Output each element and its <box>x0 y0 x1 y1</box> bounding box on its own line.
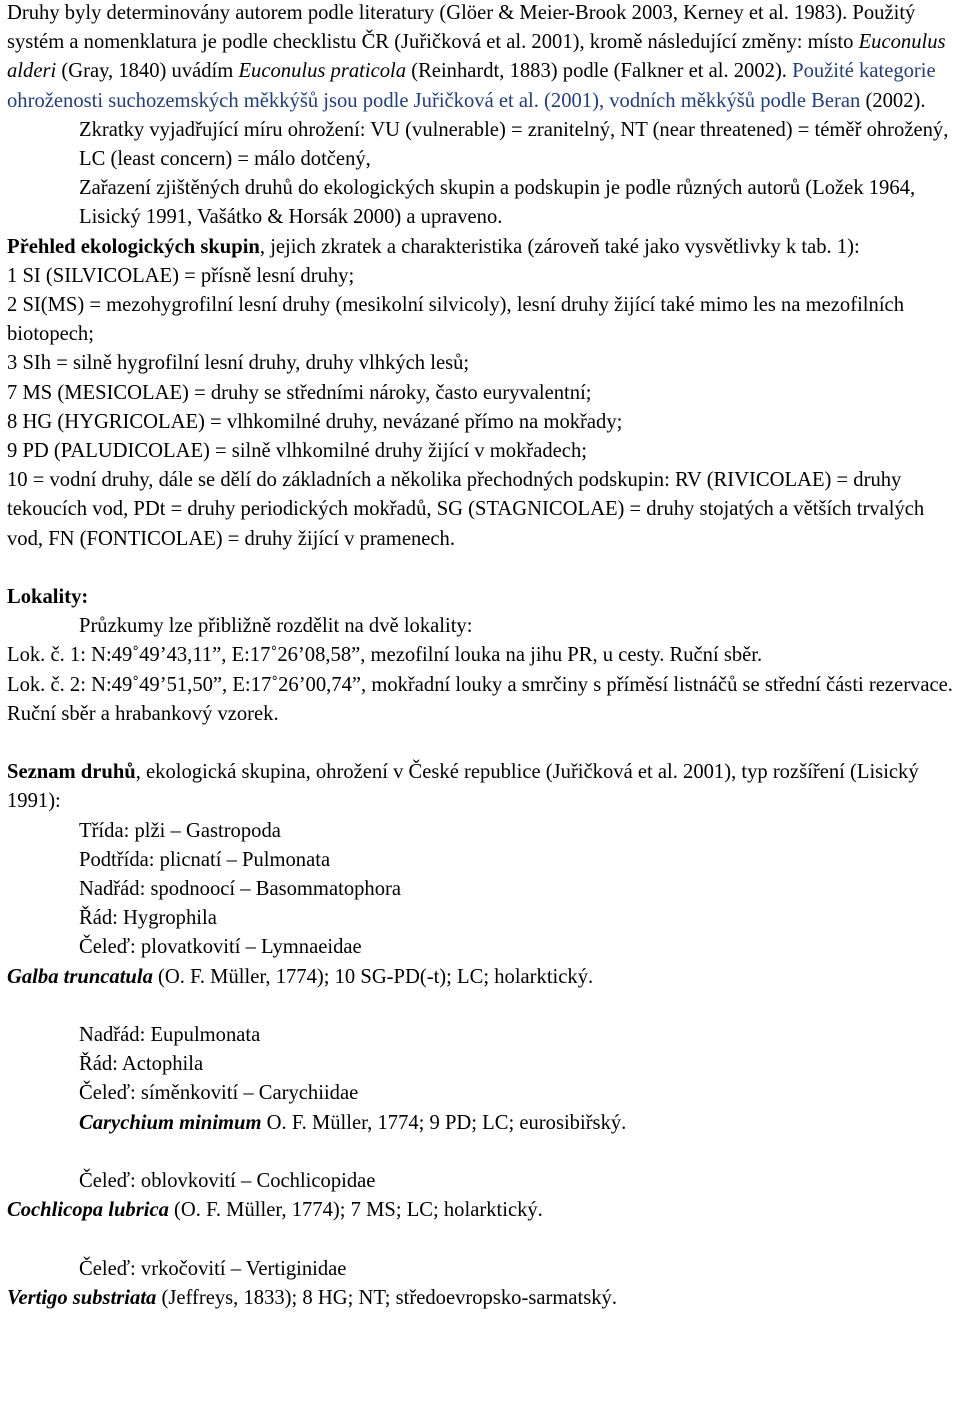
species-name: Carychium minimum <box>79 1111 262 1134</box>
species-entry <box>7 1109 957 1138</box>
species-name: Cochlicopa lubrica <box>7 1199 169 1222</box>
species-details: O. F. Müller, 1774; 9 PD; LC; eurosibiřský. <box>261 1111 627 1134</box>
species-list-heading-rest: , ekologická skupina, ohrožení v České republice (Juřičková et al. 2001), typ rozšíření (Lisický 1991): <box>7 761 919 813</box>
ecological-group-item: 8 HG (HYGRICOLAE) = vlhkomilné druhy, nevázané přímo na mokřady; <box>7 410 623 433</box>
intro-text-a: Druhy byly determinovány autorem podle literatury (Glöer & Meier-Brook 2003, Kerney et al. 1983). Použitý systém a nomenklatura je podle checklistu ČR (Juřičková et al. 2001), kromě následující změny: místo <box>7 2 916 54</box>
ecological-group-item: 7 MS (MESICOLAE) = druhy se středními nároky, často euryvalentní; <box>7 381 592 404</box>
species-entry <box>7 963 957 992</box>
ecological-groups-heading-rest: , jejich zkratek a charakteristika (zároveň také jako vysvětlivky k tab. 1): <box>259 235 860 258</box>
intro-text-b: (Gray, 1840) uvádím <box>56 60 239 83</box>
taxon-order: Řád: Hygrophila <box>79 907 217 930</box>
spacer <box>7 1225 957 1254</box>
ecological-groups-heading: Přehled ekologických skupin <box>7 235 260 258</box>
taxon-euconulus-praticola: Euconulus praticola <box>238 60 407 83</box>
locality-2: Lok. č. 2: N:49˚49’51,50”, E:17˚26’00,74”, mokřadní louky a smrčiny s příměsí listnáčů se střední části rezervace. Ruční sběr a hrabankový vzorek. <box>7 673 953 725</box>
spacer <box>7 729 957 758</box>
localities-heading: Lokality: <box>7 586 89 609</box>
species-name: Galba truncatula <box>7 965 153 988</box>
ecological-classification-paragraph: Zařazení zjištěných druhů do ekologických skupin a podskupin je podle různých autorů (Ložek 1964, Lisický 1991, Vašátko & Horsák 2000) a upraveno. <box>79 177 916 229</box>
intro-paragraph-1 <box>7 0 957 116</box>
ecological-group-item: 2 SI(MS) = mezohygrofilní lesní druhy (mesikolní silvicoly), lesní druhy žijící také mimo les na mezofilních biotopech; <box>7 294 904 346</box>
text-column <box>7 0 957 1313</box>
ecological-groups-heading-line <box>7 233 957 262</box>
taxon-family: Čeleď: oblovkovití – Cochlicopidae <box>79 1170 376 1193</box>
taxon-order: Řád: Actophila <box>79 1053 204 1076</box>
taxon-superorder: Nadřád: Eupulmonata <box>79 1024 261 1047</box>
species-list-heading-line <box>7 758 957 816</box>
intro-text-c: (Reinhardt, 1883) podle (Falkner et al. 2002). <box>406 60 793 83</box>
species-entry <box>7 1196 957 1225</box>
species-entry <box>7 1284 957 1313</box>
taxon-family: Čeleď: vrkočovití – Vertiginidae <box>79 1257 347 1280</box>
ecological-group-item: 10 = vodní druhy, dále se dělí do základních a několika přechodných podskupin: RV (RIVICOLAE) = druhy tekoucích vod, PDt = druhy periodických mokřadů, SG (STAGNICOLAE) = druhy stojatých a větších trvalých vod, FN (FONTICOLAE) = druhy žijící v pramenech. <box>7 469 925 550</box>
ecological-group-item: 9 PD (PALUDICOLAE) = silně vlhkomilné druhy žijící v mokřadech; <box>7 440 587 463</box>
spacer <box>7 554 957 583</box>
taxon-class: Třída: plži – Gastropoda <box>79 819 281 842</box>
species-details: (Jeffreys, 1833); 8 HG; NT; středoevropsko-sarmatský. <box>156 1286 617 1309</box>
threat-categories-sentence: Použité kategorie ohroženosti suchozemských měkkýšů jsou podle Juřičková et al. (2001), vodních měkkýšů podle Beran <box>7 60 936 112</box>
ecological-group-item: 3 SIh = silně hygrofilní lesní druhy, druhy vlhkých lesů; <box>7 352 470 375</box>
spacer <box>7 1138 957 1167</box>
threat-abbreviations-paragraph: Zkratky vyjadřující míru ohrožení: VU (vulnerable) = zranitelný, NT (near threatened) = téměř ohrožený, LC (least concern) = málo dotčený, <box>79 118 949 171</box>
taxon-superorder: Nadřád: spodnoocí – Basommatophora <box>79 878 401 901</box>
species-name: Vertigo substriata <box>7 1286 157 1309</box>
taxon-subclass: Podtřída: plicnatí – Pulmonata <box>79 848 331 871</box>
taxon-family: Čeleď: plovatkovití – Lymnaeidae <box>79 936 362 959</box>
taxon-euconulus-alderi: Euconulus alderi <box>7 31 946 83</box>
species-list-heading: Seznam druhů <box>7 761 136 784</box>
intro-text-end: (2002). <box>860 89 926 112</box>
species-details: (O. F. Müller, 1774); 7 MS; LC; holarktický. <box>168 1199 543 1222</box>
locality-1: Lok. č. 1: N:49˚49’43,11”, E:17˚26’08,58”, mezofilní louka na jihu PR, u cesty. Ruční sběr. <box>7 644 763 667</box>
localities-intro: Průzkumy lze přibližně rozdělit na dvě lokality: <box>79 615 473 638</box>
spacer <box>7 992 957 1021</box>
ecological-group-item: 1 SI (SILVICOLAE) = přísně lesní druhy; <box>7 264 355 287</box>
species-details: (O. F. Müller, 1774); 10 SG-PD(-t); LC; holarktický. <box>152 965 594 988</box>
taxon-family: Čeleď: síměnkovití – Carychiidae <box>79 1082 359 1105</box>
